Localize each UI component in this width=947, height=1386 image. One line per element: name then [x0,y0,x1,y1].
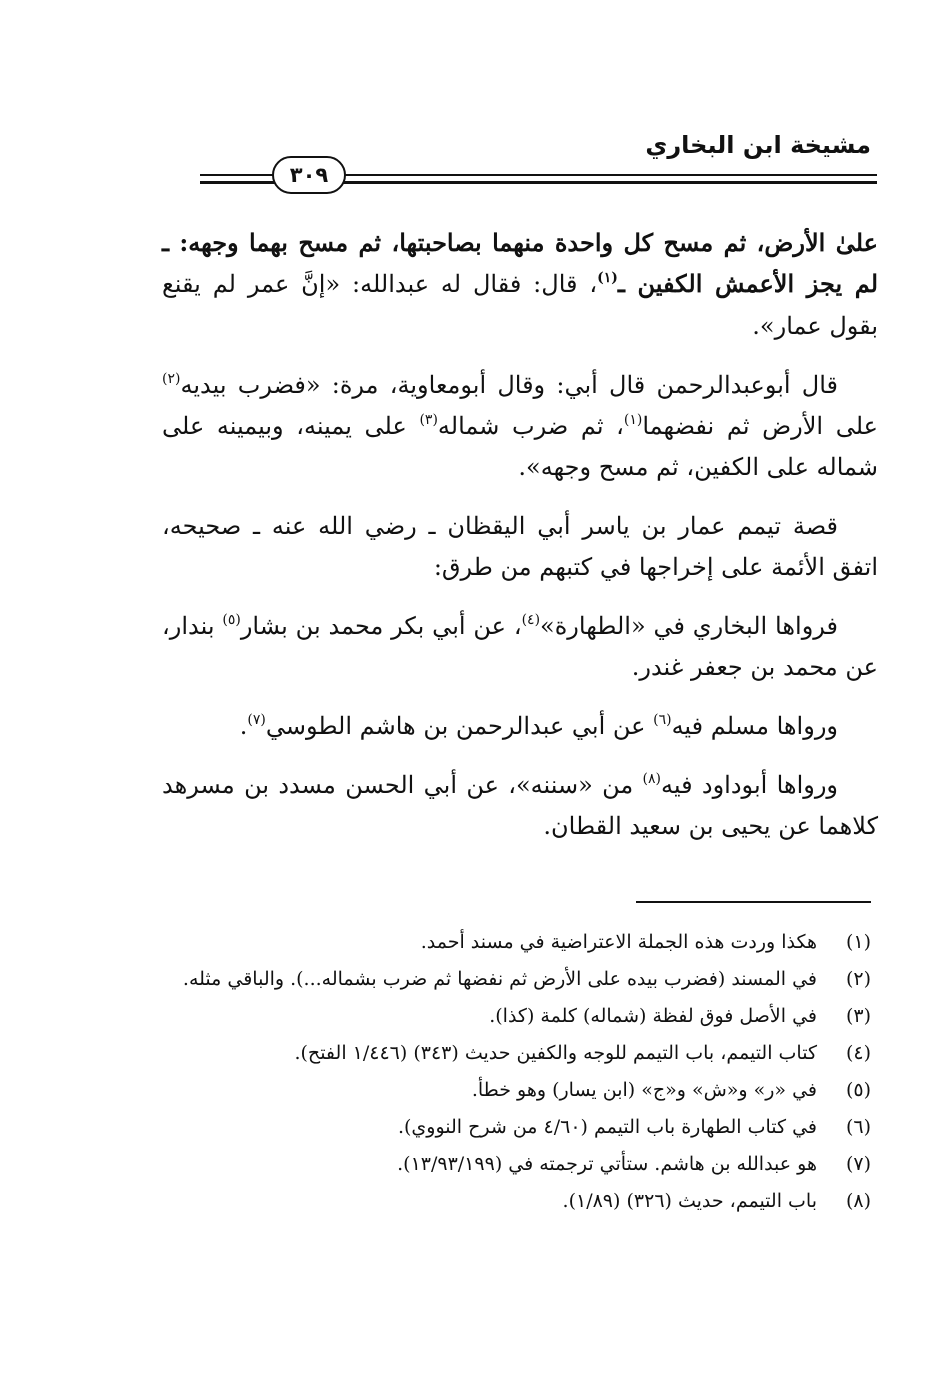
para4-text-a: فرواها البخاري في «الطهارة» [540,612,838,640]
footnote-ref: (٢) [162,371,181,387]
footnote-item [171,1109,871,1146]
para5-text-c: . [239,712,248,740]
main-text [162,222,878,865]
footnote-ref: (٣) [419,412,438,428]
para4-text-c: بندار، عن محمد بن جعفر غندر. [162,612,878,681]
page-number: ٣٠٩ [272,156,346,194]
footnote-ref: (٨) [642,771,662,787]
paragraph-1 [162,222,878,347]
para5-text-b: عن أبي عبدالرحمن بن هاشم الطوسي [265,712,654,740]
para2-text-a: قال أبوعبدالرحمن قال أبي: وقال أبومعاوية، مرة: «فضرب بيديه [180,371,838,399]
paragraph-3: قصة تيمم عمار بن ياسر أبي اليقظان ـ رضي الله عنه ـ صحيحه، اتفق الأئمة على إخراجها في كتبهم من طرق: [162,512,878,581]
footnote-ref: (١) [597,270,618,286]
running-title: مشيخة ابن البخاري [645,131,871,159]
footnote-item [171,1146,871,1183]
footnote-item [171,924,871,961]
footnote-number: (٤) [845,1042,871,1064]
footnote-item [171,998,871,1035]
footnote-text: في الأصل فوق لفظة (شماله) كلمة (كذا). [489,1005,817,1027]
footnote-item [171,1183,871,1220]
footnote-number: (٢) [845,968,871,990]
footnote-text: باب التيمم، حديث (٣٢٦) (١/٨٩). [562,1190,817,1212]
paragraph-4 [162,606,878,688]
para5-text-a: ورواها مسلم فيه [671,712,838,740]
para6-text-a: ورواها أبوداود فيه [661,771,839,799]
para6-text-b: من «سننه»، عن أبي الحسن مسدد بن مسرهد كلاهما عن يحيى بن سعيد القطان. [162,771,878,840]
footnote-ref: (٦) [653,712,672,728]
footnote-number: (٦) [845,1116,871,1138]
footnote-text: في «ر» و«ش» و«ج» (ابن يسار) وهو خطأ. [471,1079,817,1101]
footnote-number: (٣) [845,1005,871,1027]
footnote-number: (٨) [845,1190,871,1212]
para4-text-b: ، عن أبي بكر محمد بن بشار [240,612,522,640]
para1-bold-text: علىٰ الأرض، ثم مسح كل واحدة منهما بصاحبتها، ثم مسح بهما وجهه: ـ لم يجز الأعمش الكفين ـ [162,228,879,298]
footnote-ref: (٧) [247,712,266,728]
para2-text-d: على يمينه، وبيمينه على شماله على الكفين، ثم مسح وجهه». [162,412,878,481]
footnote-ref: (١) [623,412,643,428]
footnote-text: في المسند (فضرب بيده على الأرض ثم نفضها ثم ضرب بشماله...). والباقي مثله. [182,968,817,990]
footnote-number: (١) [845,931,871,953]
footnotes [171,924,871,1220]
footnote-number: (٥) [845,1079,871,1101]
paragraph-6 [162,765,878,847]
footnote-ref: (٤) [521,612,541,628]
footnote-item [171,1035,871,1072]
para2-text-c: ، ثم ضرب شماله [437,412,624,440]
footnote-number: (٧) [845,1153,871,1175]
footnote-text: هو عبدالله بن هاشم. ستأتي ترجمته في (١٣/٩٣/١٩٩). [397,1153,817,1175]
para1-normal-text: ، قال: فقال له عبدالله: «إنَّ عمر لم يقنع بقول عمار». [162,270,878,340]
footnote-ref: (٥) [222,612,241,628]
paragraph-5 [162,706,878,747]
footnote-separator [636,901,871,903]
footnote-text: كتاب التيمم، باب التيمم للوجه والكفين حديث (٣٤٣) (١/٤٤٦ الفتح). [294,1042,817,1064]
para2-text-b: على الأرض ثم نفضهما [642,412,878,440]
footnote-item [171,961,871,998]
footnote-text: هكذا وردت هذه الجملة الاعتراضية في مسند أحمد. [420,931,817,953]
footnote-text: في كتاب الطهارة باب التيمم (٤/٦٠ من شرح النووي). [397,1116,817,1138]
paragraph-2 [162,365,878,488]
footnote-item [171,1072,871,1109]
